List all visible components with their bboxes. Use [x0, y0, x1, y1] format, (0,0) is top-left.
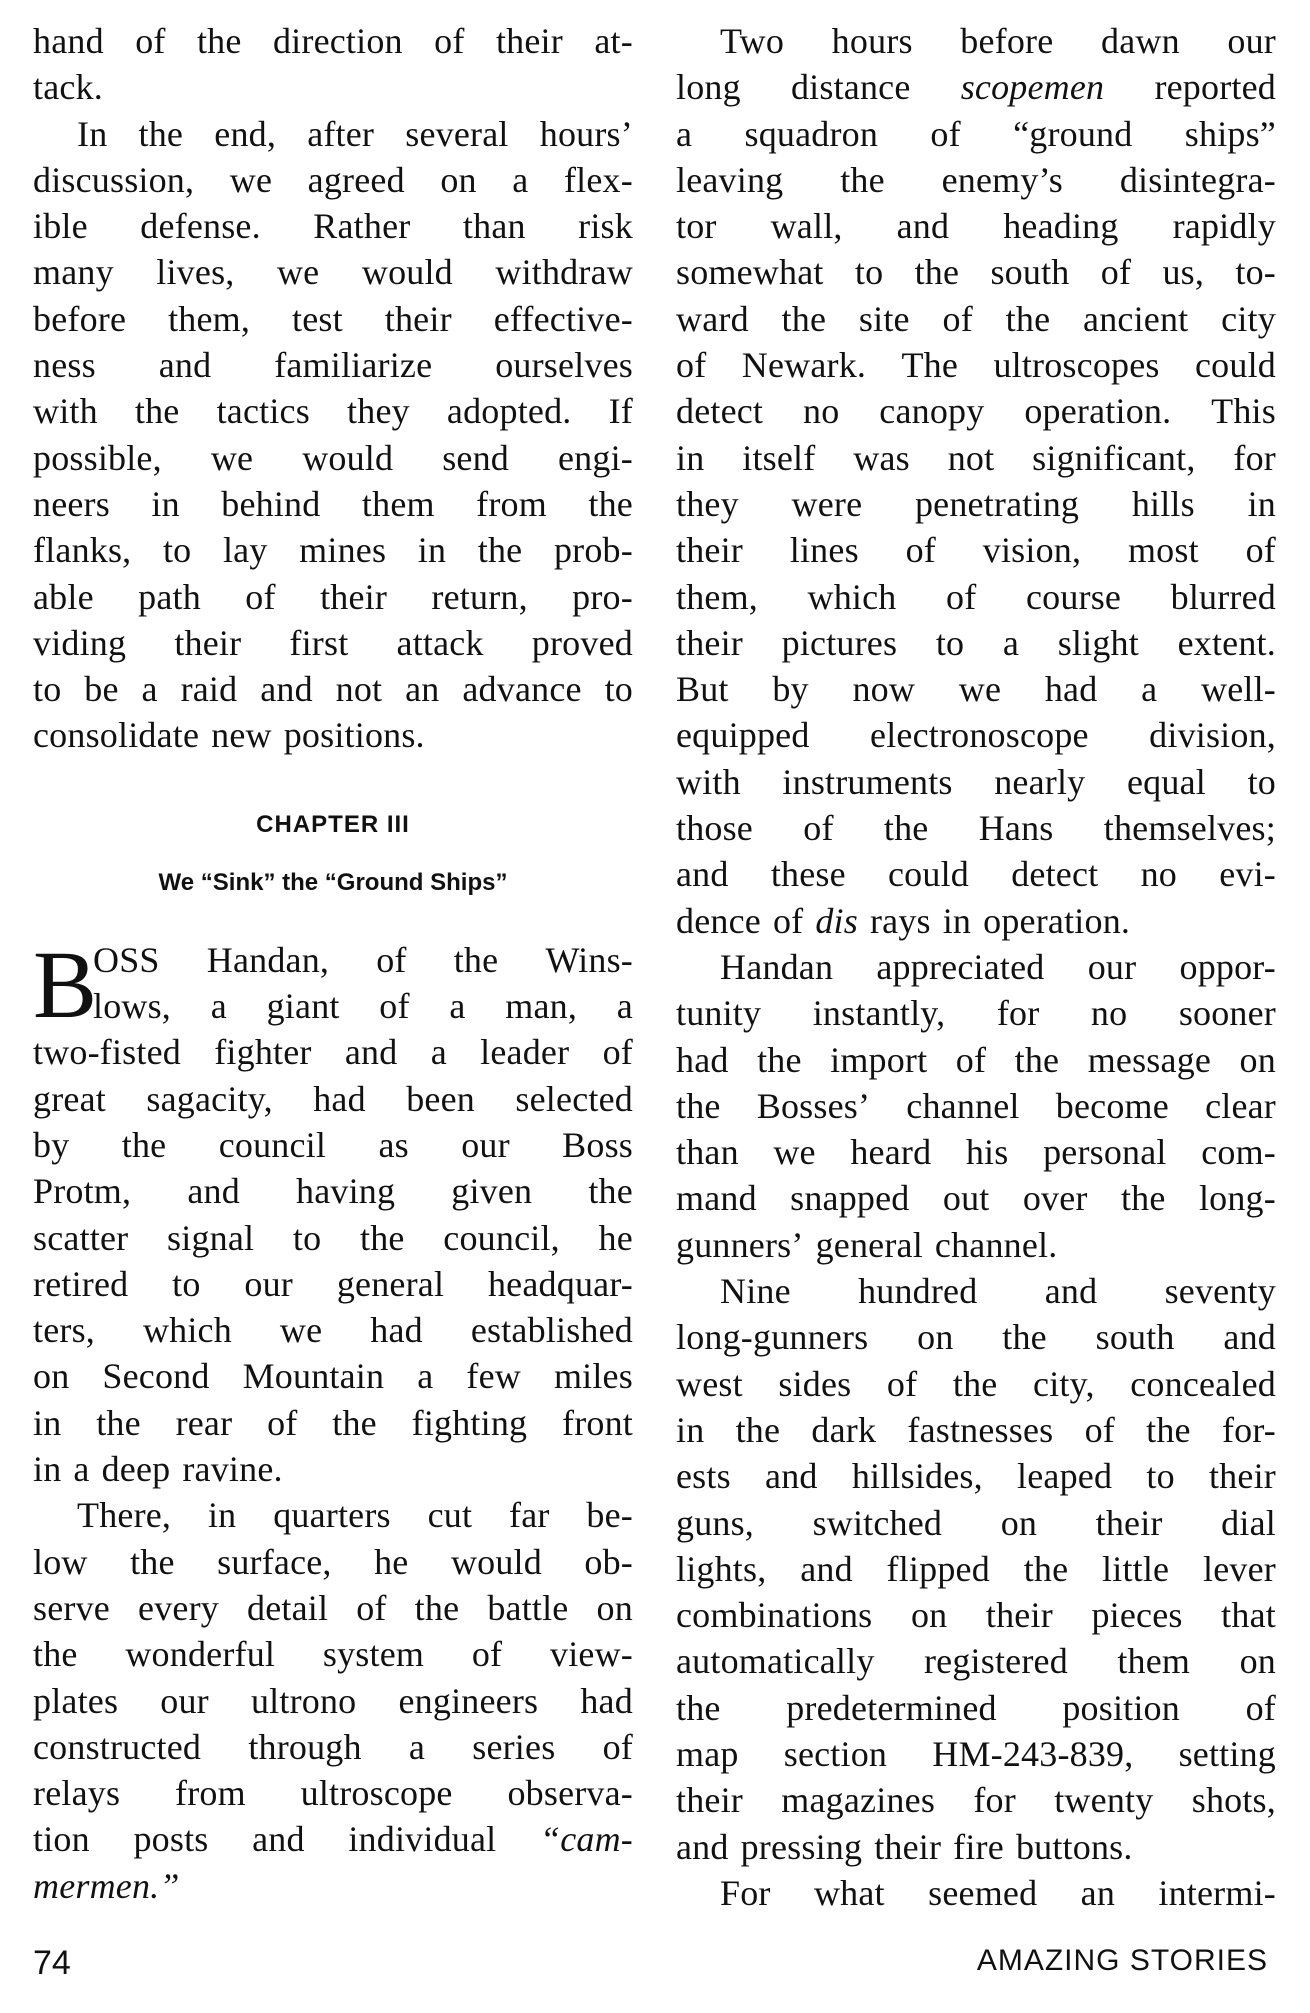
text-line: to be a raid and not an advance to [33, 669, 633, 710]
text-line: the Bosses’ channel become clear [676, 1085, 1276, 1126]
text-line: west sides of the city, concealed [676, 1363, 1276, 1404]
text-line: But by now we had a well- [676, 669, 1276, 710]
text-line: detect no canopy operation. This [676, 391, 1276, 432]
text-line: low the surface, he would ob- [33, 1541, 633, 1582]
text-line: ters, which we had established [33, 1310, 633, 1351]
text-line: them, which of course blurred [676, 576, 1276, 617]
text-line: mermen.” [33, 1865, 180, 1906]
text-line: Protm, and having given the [33, 1171, 633, 1212]
text-line: many lives, we would withdraw [33, 252, 633, 293]
text-line: For what seemed an intermi- [720, 1872, 1276, 1913]
text-line: by the council as our Boss [33, 1124, 633, 1165]
text-line: on Second Mountain a few miles [33, 1356, 633, 1397]
text-line: in the rear of the fighting front [33, 1402, 633, 1443]
text-line: in a deep ravine. [33, 1449, 283, 1490]
text-line: and these could detect no evi- [676, 854, 1276, 895]
text-line: guns, switched on their dial [676, 1502, 1276, 1543]
text-line: before them, test their effective- [33, 298, 633, 339]
magazine-name: AMAZING STORIES [976, 1944, 1268, 1977]
text-line: their lines of vision, most of [676, 530, 1276, 571]
chapter-heading: CHAPTER III [256, 810, 410, 838]
text-line: of Newark. The ultroscopes could [676, 345, 1276, 386]
text-line: mand snapped out over the long- [676, 1178, 1276, 1219]
text-line: There, in quarters cut far be- [77, 1495, 633, 1536]
text-line: tack. [33, 67, 103, 108]
text-line: constructed through a series of [33, 1726, 633, 1767]
paragraph-quarters [33, 1492, 633, 1909]
paragraph-intermi [676, 1870, 1276, 1916]
text-line: In the end, after several hours’ [77, 113, 633, 154]
text-line: in itself was not significant, for [676, 437, 1276, 478]
text-line: with the tactics they adopted. If [33, 391, 633, 432]
text-line: map section HM-243-839, setting [676, 1733, 1276, 1774]
text-line: long-gunners on the south and [676, 1317, 1276, 1358]
text-line: equipped electronoscope division, [676, 715, 1276, 756]
text-line: viding their first attack proved [33, 622, 633, 663]
text-line: able path of their return, pro- [33, 576, 633, 617]
text-line: than we heard his personal com- [676, 1132, 1276, 1173]
text-line: Handan appreciated our oppor- [720, 946, 1276, 987]
text-line: automatically registered them on [676, 1641, 1276, 1682]
text-line: a squadron of “ground ships” [676, 113, 1276, 154]
text-line: tion posts and individual “cam- [33, 1819, 633, 1860]
text-line: Nine hundred and seventy [720, 1271, 1276, 1312]
page-number: 74 [33, 1944, 71, 1982]
paragraph-boss-handan [33, 930, 633, 1493]
text-line: ests and hillsides, leaped to their [676, 1456, 1276, 1497]
chapter-title: We “Sink” the “Ground Ships” [158, 868, 508, 896]
text-line: relays from ultroscope observa- [33, 1773, 633, 1814]
paragraph-boss-handan-lines [33, 930, 633, 1493]
text-line: tunity instantly, for no sooner [676, 993, 1276, 1034]
paragraph-dawn-scopemen [676, 18, 1276, 944]
text-line: hand of the direction of their at- [33, 21, 633, 61]
text-line: two-fisted fighter and a leader of [33, 1032, 633, 1073]
text-line: lights, and flipped the little lever [676, 1548, 1276, 1589]
text-line: dence of dis rays in operation. [676, 900, 1131, 941]
text-line: long distance scopemen reported [676, 67, 1276, 108]
text-line: serve every detail of the battle on [33, 1587, 633, 1628]
text-line: they were penetrating hills in [676, 483, 1276, 524]
text-line: and pressing their fire buttons. [676, 1826, 1133, 1867]
text-line: ward the site of the ancient city [676, 298, 1276, 339]
text-line: combinations on their pieces that [676, 1595, 1276, 1636]
text-line: the predetermined position of [676, 1687, 1276, 1728]
text-line: plates our ultrono engineers had [33, 1680, 633, 1721]
text-line: with instruments nearly equal to [676, 761, 1276, 802]
text-line: tor wall, and heading rapidly [676, 206, 1276, 247]
text-line: scatter signal to the council, he [33, 1217, 633, 1258]
paragraph-long-gunners [676, 1268, 1276, 1870]
text-line: neers in behind them from the [33, 483, 633, 524]
drop-cap: B [33, 930, 98, 1038]
text-line: lows, a giant of a man, a [93, 986, 633, 1027]
text-line: great sagacity, had been selected [33, 1078, 633, 1119]
text-line: in the dark fastnesses of the for- [676, 1409, 1276, 1450]
text-line: leaving the enemy’s disintegra- [676, 159, 1276, 200]
text-line: somewhat to the south of us, to- [676, 252, 1276, 293]
paragraph-flexible-defense [33, 111, 633, 759]
text-line: discussion, we agreed on a flex- [33, 159, 633, 200]
text-line: ness and familiarize ourselves [33, 345, 633, 386]
text-line: possible, we would send engi- [33, 437, 633, 478]
text-line: retired to our general headquar- [33, 1263, 633, 1304]
left-column [33, 18, 633, 1909]
text-line: consolidate new positions. [33, 715, 425, 756]
text-line: those of the Hans themselves; [676, 808, 1276, 849]
text-line: ible defense. Rather than risk [33, 206, 633, 247]
paragraph-handan-opportunity [676, 944, 1276, 1268]
text-line: OSS Handan, of the Wins- [93, 939, 633, 980]
text-line: their magazines for twenty shots, [676, 1780, 1276, 1821]
text-line: Two hours before dawn our [720, 21, 1276, 61]
text-line: gunners’ general channel. [676, 1224, 1058, 1265]
paragraph-continued [33, 18, 633, 111]
text-line: had the import of the message on [676, 1039, 1276, 1080]
text-line: the wonderful system of view- [33, 1634, 633, 1675]
right-column [676, 18, 1276, 1916]
text-line: their pictures to a slight extent. [676, 622, 1276, 663]
text-line: flanks, to lay mines in the prob- [33, 530, 633, 571]
